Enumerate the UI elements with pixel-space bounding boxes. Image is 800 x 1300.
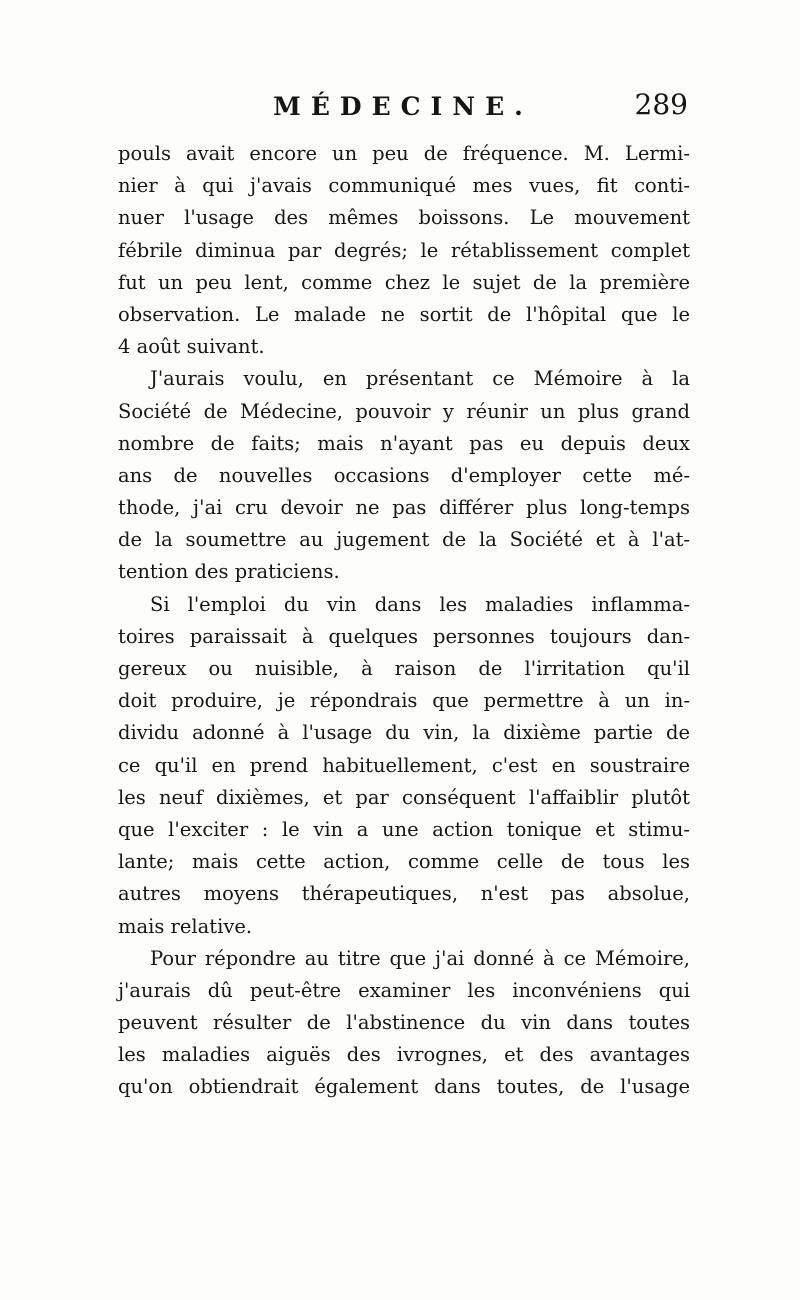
text-line: les maladies aiguës des ivrognes, et des avantages: [118, 1043, 690, 1067]
text-line: J'aurais voulu, en présentant ce Mémoire à la: [150, 367, 690, 391]
text-line: dividu adonné à l'usage du vin, la dixième partie de: [118, 721, 690, 745]
text-line: les neuf dixièmes, et par conséquent l'affaiblir plutôt: [118, 785, 690, 809]
page-number: 289: [634, 88, 688, 121]
text-line: qu'on obtiendrait également dans toutes, de l'usage: [118, 1075, 690, 1099]
text-line: observation. Le malade ne sortit de l'hôpital que le: [118, 302, 690, 326]
page-header: [118, 86, 688, 126]
text-line: autres moyens thérapeutiques, n'est pas absolue,: [118, 882, 690, 906]
text-line: Si l'emploi du vin dans les maladies inflamma-: [150, 592, 690, 616]
text-line: Pour répondre au titre que j'ai donné à ce Mémoire,: [150, 946, 690, 970]
text-line: gereux ou nuisible, à raison de l'irritation qu'il: [118, 657, 690, 680]
text-line: nuer l'usage des mêmes boissons. Le mouvement: [118, 206, 690, 230]
text-line: lante; mais cette action, comme celle de tous les: [118, 850, 690, 874]
text-line: doit produire, je répondrais que permettre à un in-: [118, 689, 690, 713]
text-line: j'aurais dû peut-être examiner les inconvéniens qui: [118, 978, 690, 1002]
text-line: fébrile diminua par degrés; le rétablissement complet: [118, 238, 690, 262]
body-text: [118, 138, 690, 1104]
text-line: mais relative.: [118, 914, 253, 938]
text-line: tention des praticiens.: [118, 560, 340, 584]
text-line: toires paraissait à quelques personnes toujours dan-: [118, 624, 690, 648]
text-line: nier à qui j'avais communiqué mes vues, fit conti-: [118, 174, 690, 198]
text-line: peuvent résulter de l'abstinence du vin dans toutes: [118, 1011, 690, 1035]
text-line: Société de Médecine, pouvoir y réunir un plus grand: [118, 399, 690, 423]
text-line: thode, j'ai cru devoir ne pas différer plus long-temps: [118, 496, 690, 520]
text-line: pouls avait encore un peu de fréquence. M. Lermi-: [118, 142, 690, 165]
text-line: ans de nouvelles occasions d'employer cette mé-: [118, 463, 690, 487]
text-line: que l'exciter : le vin a une action tonique et stimu-: [118, 817, 690, 841]
text-line: fut un peu lent, comme chez le sujet de la première: [118, 270, 690, 294]
text-line: 4 août suivant.: [118, 335, 265, 359]
text-line: ce qu'il en prend habituellement, c'est en soustraire: [118, 753, 690, 777]
text-line: nombre de faits; mais n'ayant pas eu depuis deux: [118, 431, 690, 455]
text-line: de la soumettre au jugement de la Société et à l'at-: [118, 528, 690, 552]
running-head: MÉDECINE.: [273, 92, 533, 121]
